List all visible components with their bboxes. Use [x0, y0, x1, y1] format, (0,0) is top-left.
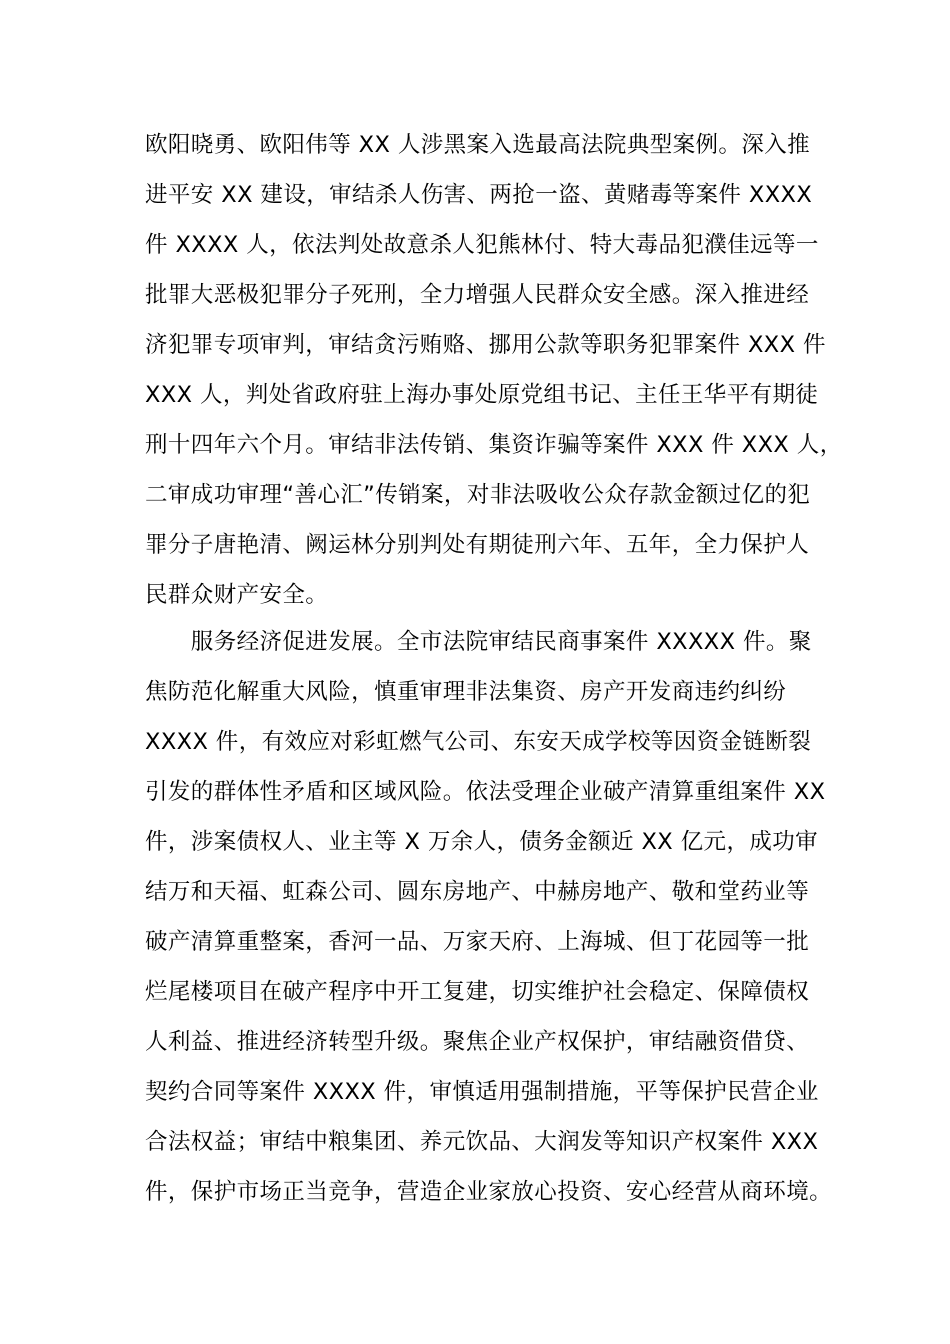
paragraph-first-line: 服务经济促进发展。全市法院审结民商事案件 XXXXX 件。聚 — [145, 629, 812, 655]
text-line: 进平安 XX 建设，审结杀人伤害、两抢一盗、黄赌毒等案件 XXXX — [145, 182, 813, 208]
text-line: 烂尾楼项目在破产程序中开工复建，切实维护社会稳定、保障债权 — [145, 979, 810, 1005]
text-line: 件，涉案债权人、业主等 X 万余人，债务金额近 XX 亿元，成功审 — [145, 829, 819, 855]
text-line: 引发的群体性矛盾和区域风险。依法受理企业破产清算重组案件 XX — [145, 779, 826, 805]
text-line: XXX 人，判处省政府驻上海办事处原党组书记、主任王华平有期徒 — [145, 382, 819, 408]
text-line: 刑十四年六个月。审结非法传销、集资诈骗等案件 XXX 件 XXX 人， — [145, 432, 843, 458]
text-line: 合法权益；审结中粮集团、养元饮品、大润发等知识产权案件 XXX — [145, 1129, 819, 1155]
text-line: XXXX 件，有效应对彩虹燃气公司、东安天成学校等因资金链断裂 — [145, 729, 812, 755]
text-line: 结万和天福、虹森公司、圆东房地产、中赫房地产、敬和堂药业等 — [145, 879, 810, 905]
text-line: 二审成功审理“善心汇”传销案，对非法吸收公众存款金额过亿的犯 — [145, 482, 811, 508]
text-line: 破产清算重整案，香河一品、万家天府、上海城、但丁花园等一批 — [145, 929, 810, 955]
text-line: 罪分子唐艳清、阙运林分别判处有期徒刑六年、五年，全力保护人 — [145, 532, 810, 558]
text-line: 件，保护市场正当竞争，营造企业家放心投资、安心经营从商环境。 — [145, 1179, 833, 1205]
text-line: 民群众财产安全。 — [145, 582, 329, 608]
text-line: 契约合同等案件 XXXX 件，审慎适用强制措施，平等保护民营企业 — [145, 1079, 819, 1105]
text-line: 件 XXXX 人，依法判处故意杀人犯熊林付、特大毒品犯濮佳远等一 — [145, 232, 819, 258]
text-line: 人利益、推进经济转型升级。聚焦企业产权保护，审结融资借贷、 — [145, 1029, 810, 1055]
text-line: 济犯罪专项审判，审结贪污贿赂、挪用公款等职务犯罪案件 XXX 件 — [145, 332, 826, 358]
text-line: 批罪大恶极犯罪分子死刑，全力增强人民群众安全感。深入推进经 — [145, 282, 810, 308]
text-line: 欧阳晓勇、欧阳伟等 XX 人涉黑案入选最高法院典型案例。深入推 — [145, 132, 811, 158]
text-line: 焦防范化解重大风险，慎重审理非法集资、房产开发商违约纠纷 — [145, 679, 787, 705]
